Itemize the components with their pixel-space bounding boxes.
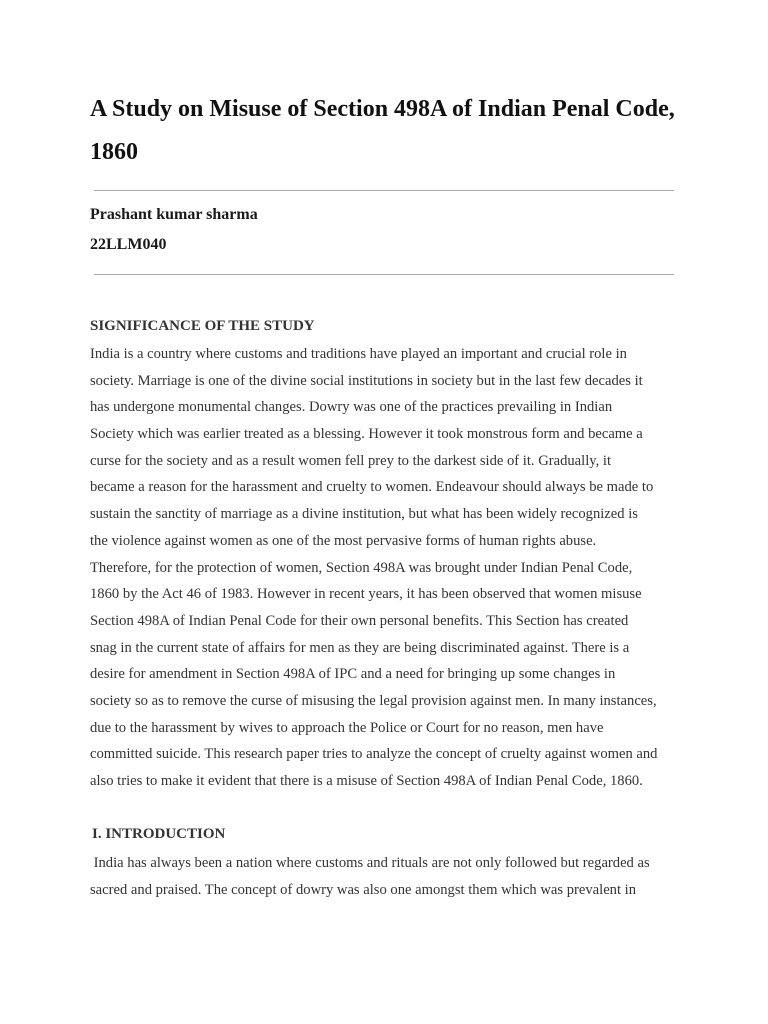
text-line: sustain the sanctity of marriage as a divine institution, but what has been widely recognized is bbox=[90, 506, 638, 523]
author-id: 22LLM040 bbox=[90, 236, 167, 253]
text-line: curse for the society and as a result women fell prey to the darkest side of it. Gradually, it bbox=[90, 452, 612, 469]
introduction-paragraph bbox=[90, 850, 680, 903]
text-line: snag in the current state of affairs for men as they are being discriminated against. There is a bbox=[90, 639, 630, 656]
text-line: desire for amendment in Section 498A of IPC and a need for bringing up some changes in bbox=[90, 666, 616, 683]
text-line: due to the harassment by wives to approach the Police or Court for no reason, men have bbox=[90, 719, 604, 736]
text-line: India has always been a nation where customs and rituals are not only followed but regarded as bbox=[90, 855, 650, 871]
author-name: Prashant kumar sharma bbox=[90, 206, 258, 223]
text-line: committed suicide. This research paper tries to analyze the concept of cruelty against women and bbox=[90, 746, 658, 763]
text-line: sacred and praised. The concept of dowry was also one amongst them which was prevalent in bbox=[90, 881, 637, 898]
paper-title bbox=[90, 88, 700, 174]
text-line: also tries to make it evident that there is a misuse of Section 498A of Indian Penal Code, 1860. bbox=[90, 773, 643, 789]
significance-paragraph bbox=[90, 341, 680, 795]
text-line: Society which was earlier treated as a blessing. However it took monstrous form and became a bbox=[90, 426, 643, 443]
text-line: Therefore, for the protection of women, Section 498A was brought under Indian Penal Code, bbox=[90, 559, 633, 576]
text-line: society so as to remove the curse of misusing the legal provision against men. In many instances, bbox=[90, 692, 657, 709]
title-line: 1860 bbox=[90, 139, 138, 165]
divider-top bbox=[94, 190, 674, 191]
text-line: society. Marriage is one of the divine social institutions in society but in the last few decades it bbox=[90, 372, 643, 389]
title-line: A Study on Misuse of Section 498A of Indian Penal Code, bbox=[90, 96, 675, 122]
section-heading-introduction: I. INTRODUCTION bbox=[92, 826, 226, 842]
section-heading-significance: SIGNIFICANCE OF THE STUDY bbox=[90, 318, 315, 334]
divider-bottom bbox=[94, 274, 674, 275]
text-line: India is a country where customs and traditions have played an important and crucial role in bbox=[90, 346, 627, 362]
text-line: 1860 by the Act 46 of 1983. However in recent years, it has been observed that women misuse bbox=[90, 586, 642, 603]
text-line: the violence against women as one of the most pervasive forms of human rights abuse. bbox=[90, 532, 597, 549]
text-line: became a reason for the harassment and cruelty to women. Endeavour should always be made to bbox=[90, 479, 654, 496]
text-line: Section 498A of Indian Penal Code for their own personal benefits. This Section has created bbox=[90, 612, 629, 629]
text-line: has undergone monumental changes. Dowry was one of the practices prevailing in Indian bbox=[90, 399, 613, 416]
